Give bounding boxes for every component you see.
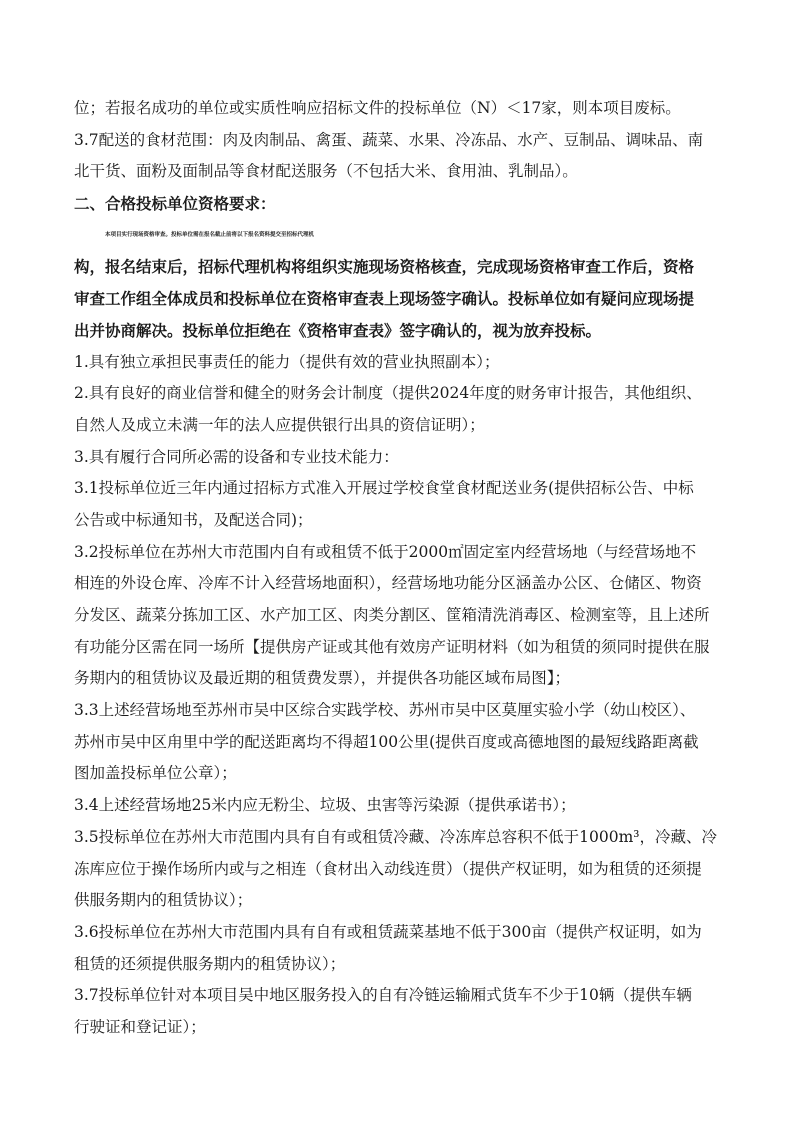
text-line: 1.具有独立承担民事责任的能力（提供有效的营业执照副本）； — [74, 352, 500, 371]
text-line: 3.3上述经营场地至苏州市吴中区综合实践学校、苏州市吴中区莫厘实验小学（幼山校区）、 — [74, 701, 696, 720]
text-line: 北干货、面粉及面制品等食材配送服务（不包括大米、食用油、乳制品）。 — [74, 162, 578, 181]
text-line: 构，报名结束后，招标代理机构将组织实施现场资格核查，完成现场资格审查工作后，资格 — [74, 257, 695, 277]
text-line: 出并协商解决。投标单位拒绝在《资格审查表》签字确认的，视为放弃投标。 — [74, 320, 602, 340]
text-line: 公告或中标通知书，及配送合同)； — [74, 510, 313, 529]
text-line: 3.6投标单位在苏州大市范围内具有自有或租赁蔬菜基地不低于300亩（提供产权证明，如为 — [74, 922, 702, 941]
text-line: 务期内的租赁协议及最近期的租赁费发票），并提供各功能区域布局图】； — [74, 669, 571, 688]
text-line: 租赁的还须提供服务期内的租赁协议）； — [74, 954, 346, 973]
text-line: 3.1投标单位近三年内通过招标方式准入开展过学校食堂食材配送业务(提供招标公告、中标 — [74, 479, 694, 498]
text-line: 位；若报名成功的单位或实质性响应招标文件的投标单位（N）＜17家，则本项目废标。 — [74, 99, 681, 117]
text-line: 审查工作组全体成员和投标单位在资格审查表上现场签字确认。投标单位如有疑问应现场提 — [74, 289, 695, 309]
text-line: 3.4上述经营场地25米内应无粉尘、垃圾、虫害等污染源（提供承诺书）； — [74, 796, 576, 815]
text-line: 有功能分区需在同一场所【提供房产证或其他有效房产证明材料（如为租赁的须同时提供在服 — [74, 637, 710, 656]
text-line: 二、合格投标单位资格要求： — [74, 194, 276, 214]
text-line: 3.7配送的食材范围：肉及肉制品、禽蛋、蔬菜、水果、冷冻品、水产、豆制品、调味品、南 — [74, 130, 704, 149]
document-body — [74, 93, 724, 1044]
text-line: 3.2投标单位在苏州大市范围内自有或租赁不低于2000㎡固定室内经营场地（与经营场地不 — [74, 542, 697, 561]
text-line: 自然人及成立未满一年的法人应提供银行出具的资信证明）； — [74, 415, 485, 434]
text-line: 苏州市吴中区甪里中学的配送距离均不得超100公里(提供百度或高德地图的最短线路距离截 — [74, 732, 699, 751]
text-line: 供服务期内的租赁协议）； — [74, 891, 253, 910]
text-line: 相连的外设仓库、冷库不计入经营场地面积），经营场地功能分区涵盖办公区、仓储区、物资 — [74, 574, 702, 593]
text-line: 行驶证和登记证）； — [74, 1017, 206, 1036]
text-line: 分发区、蔬菜分拣加工区、水产加工区、肉类分割区、筐箱清洗消毒区、检测室等，且上述所 — [74, 606, 710, 624]
text-line: 3.具有履行合同所必需的设备和专业技术能力： — [74, 447, 399, 466]
text-line: 3.7投标单位针对本项目吴中地区服务投入的自有冷链运输厢式货车不少于10辆（提供车辆 — [74, 986, 692, 1005]
text-line: 本项目实行现场资格审查。投标单位需在报名截止前将以下报名资料提交至招标代理机 — [105, 231, 315, 238]
text-line: 2.具有良好的商业信誉和健全的财务会计制度（提供2024年度的财务审计报告，其他组织、 — [74, 384, 702, 403]
text-line: 冻库应位于操作场所内或与之相连（食材出入动线连贯）（提供产权证明，如为租赁的还须提 — [74, 859, 702, 878]
text-line: 3.5投标单位在苏州大市范围内具有自有或租赁冷藏、冷冻库总容积不低于1000m³，冷藏、冷 — [74, 827, 718, 846]
text-line: 图加盖投标单位公章）； — [74, 764, 237, 783]
